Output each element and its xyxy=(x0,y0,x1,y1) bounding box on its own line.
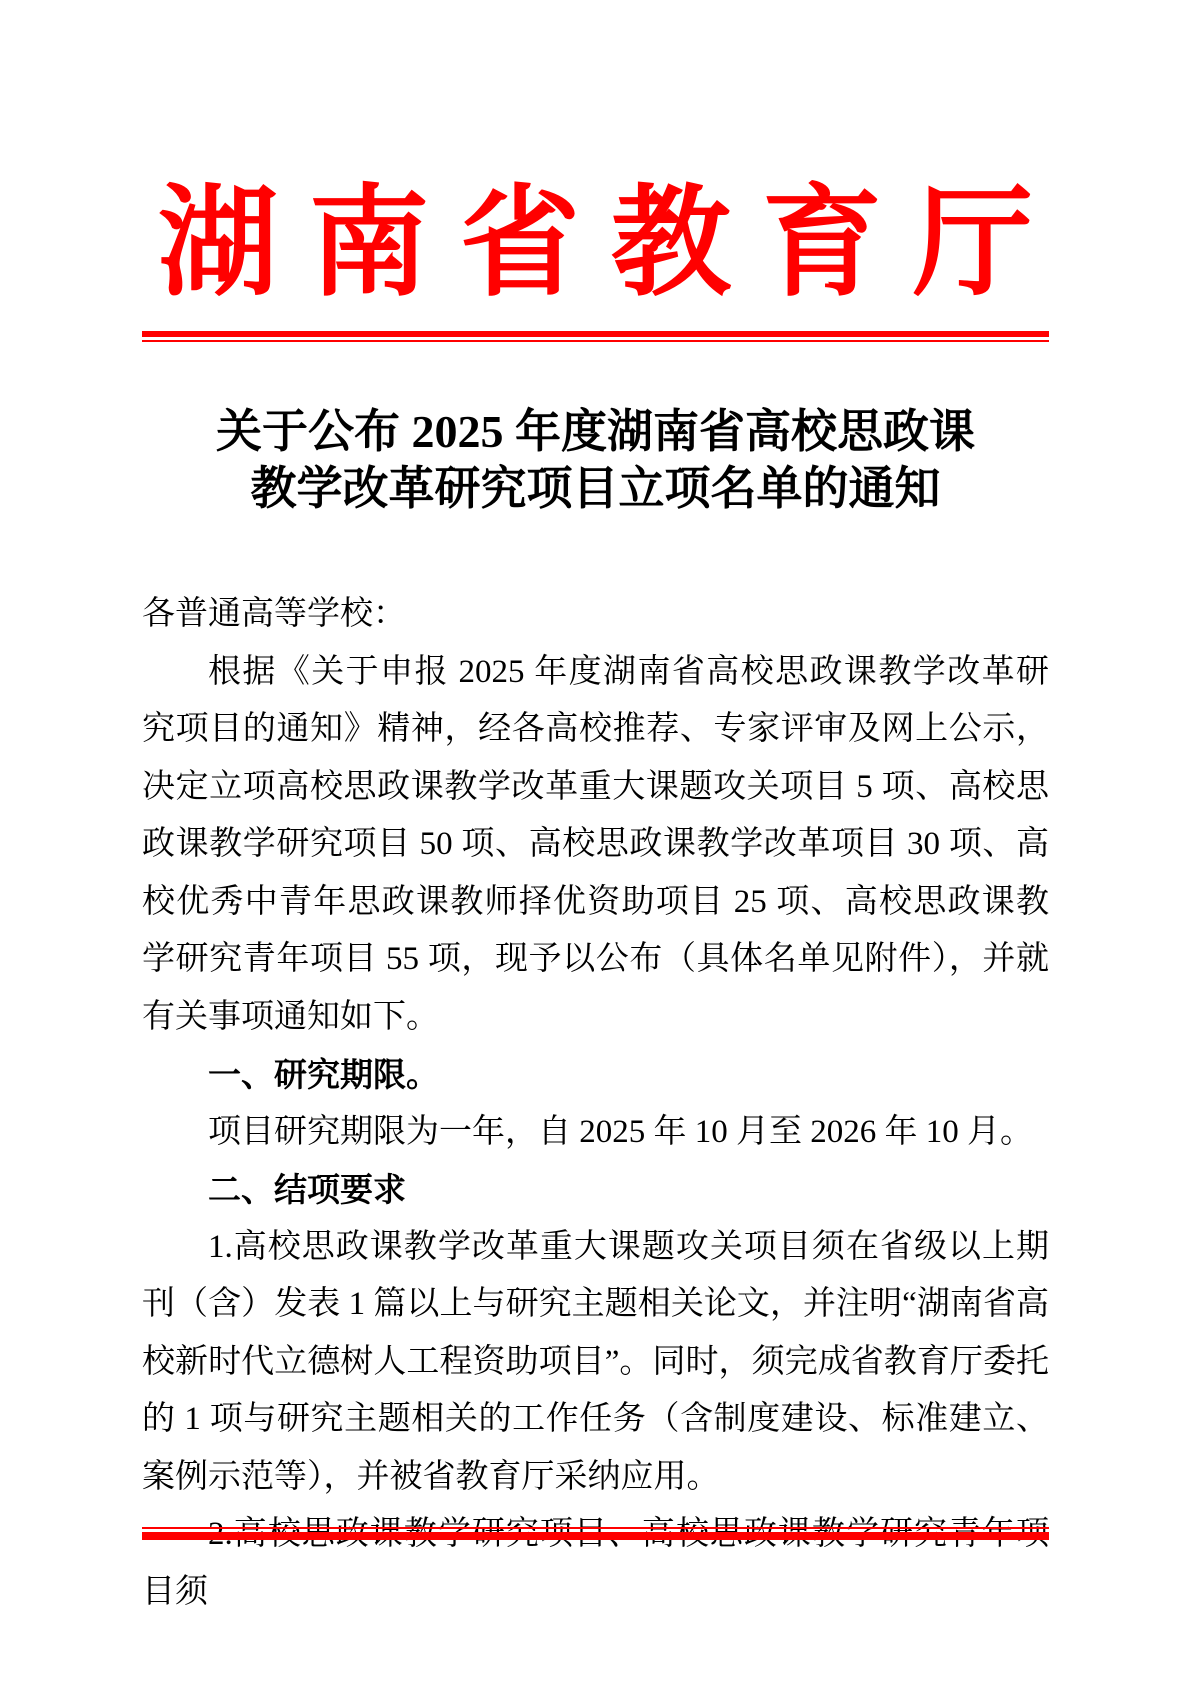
salutation: 各普通高等学校： xyxy=(142,596,406,632)
document-title xyxy=(142,403,1049,517)
body-paragraph: 2.高校思政课教学研究项目、高校思政课教学研究青年项目须 xyxy=(142,1516,1049,1610)
body-paragraph: 1.高校思政课教学改革重大课题攻关项目须在省级以上期刊（含）发表 1 篇以上与研究主题相关论文，并注明“湖南省高校新时代立德树人工程资助项目”。同时，须完成省教育厅委托的 1 项与研究主题相关的工作任务（含制度建设、标准建立、案例示范等），并被省教育厅采纳应用。 xyxy=(142,1228,1049,1495)
body-heading: 一、研究期限。 xyxy=(208,1056,439,1093)
letterhead-char: 教 xyxy=(611,177,731,310)
letterhead-char: 育 xyxy=(762,177,882,310)
letterhead-double-rule xyxy=(142,331,1049,342)
letterhead-char: 厅 xyxy=(913,177,1033,310)
document-title-line-1: 关于公布 2025 年度湖南省高校思政课 xyxy=(216,406,975,457)
body-paragraph: 项目研究期限为一年，自 2025 年 10 月至 2026 年 10 月。 xyxy=(208,1113,1033,1150)
letterhead-char: 南 xyxy=(309,177,429,310)
document-body xyxy=(142,586,1049,1621)
letterhead-title xyxy=(142,177,1049,310)
body-paragraph: 根据《关于申报 2025 年度湖南省高校思政课教学改革研究项目的通知》精神，经各高校推荐、专家评审及网上公示，决定立项高校思政课教学改革重大课题攻关项目 5 项、高校思政课教学研究项目 50 项、高校思政课教学改革项目 30 项、高校优秀中青年思政课教师择优资助项目 25 项、高校思政课教学研究青年项目 55 项，现予以公布（具体名单见附件），并就有关事项通知如下。 xyxy=(142,653,1049,1035)
footer-double-rule xyxy=(142,1527,1049,1540)
letterhead-char: 湖 xyxy=(158,177,278,310)
letterhead-char: 省 xyxy=(460,177,580,310)
document-title-line-2: 教学改革研究项目立项名单的通知 xyxy=(250,463,941,514)
body-heading: 二、结项要求 xyxy=(208,1171,406,1208)
